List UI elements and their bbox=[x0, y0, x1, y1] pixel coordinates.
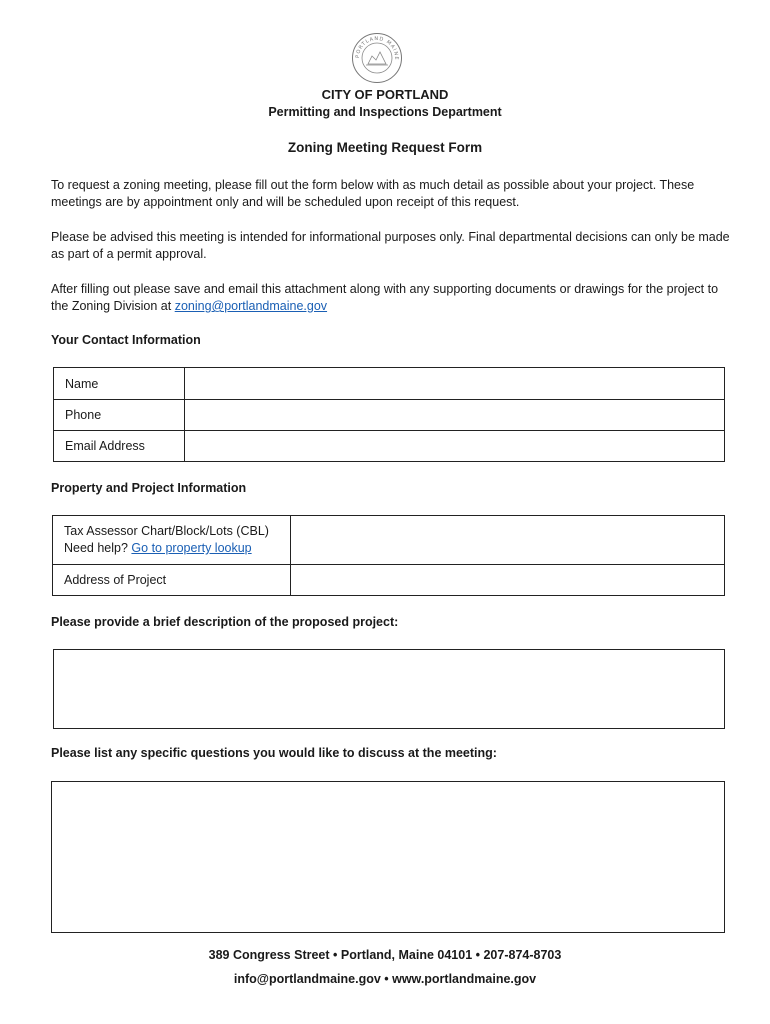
contact-section-heading: Your Contact Information bbox=[51, 333, 201, 347]
property-lookup-link[interactable]: Go to property lookup bbox=[131, 541, 252, 555]
questions-box bbox=[51, 781, 725, 933]
name-cell bbox=[185, 368, 725, 400]
property-table bbox=[52, 515, 725, 596]
address-input[interactable] bbox=[291, 573, 724, 587]
phone-label: Phone bbox=[54, 400, 185, 431]
cbl-input[interactable] bbox=[291, 533, 724, 547]
city-heading: CITY OF PORTLAND bbox=[321, 87, 449, 102]
svg-text:PORTLAND MAINE: PORTLAND MAINE bbox=[354, 35, 400, 61]
contact-table bbox=[53, 367, 725, 462]
name-label: Name bbox=[54, 368, 185, 400]
intro-paragraph-1: To request a zoning meeting, please fill out the form below with as much detail as possible about your project. These meetings are by appointment only and will be scheduled upon receipt of this request. bbox=[51, 178, 695, 209]
department-heading: Permitting and Inspections Department bbox=[268, 105, 502, 119]
property-help-line bbox=[64, 540, 290, 557]
cbl-label-cell bbox=[53, 516, 291, 565]
cbl-label: Tax Assessor Chart/Block/Lots (CBL) bbox=[64, 524, 269, 538]
phone-cell bbox=[185, 400, 725, 431]
phone-input[interactable] bbox=[185, 408, 724, 422]
address-cell bbox=[291, 565, 725, 596]
intro-paragraph-3 bbox=[51, 281, 731, 315]
intro-paragraph-2: Please be advised this meeting is intended for informational purposes only. Final departmental decisions can only be made as part of a permit approval. bbox=[51, 230, 730, 261]
questions-heading: Please list any specific questions you would like to discuss at the meeting: bbox=[51, 746, 497, 760]
form-title: Zoning Meeting Request Form bbox=[287, 140, 483, 155]
footer-contact: info@portlandmaine.gov • www.portlandmaine.gov bbox=[233, 972, 537, 986]
description-textarea[interactable] bbox=[54, 650, 724, 728]
email-cell bbox=[185, 431, 725, 462]
cbl-cell bbox=[291, 516, 725, 565]
description-box bbox=[53, 649, 725, 729]
footer-address: 389 Congress Street • Portland, Maine 04101 • 207-874-8703 bbox=[208, 948, 562, 962]
questions-textarea[interactable] bbox=[52, 782, 724, 932]
description-heading: Please provide a brief description of the proposed project: bbox=[51, 615, 399, 629]
intro-paragraph-3-text: After filling out please save and email this attachment along with any supporting documents or drawings for the project to the Zoning Division at bbox=[51, 282, 719, 313]
email-input[interactable] bbox=[185, 439, 724, 453]
name-input[interactable] bbox=[185, 377, 724, 391]
email-label: Email Address bbox=[54, 431, 185, 462]
zoning-email-link[interactable]: zoning@portlandmaine.gov bbox=[174, 299, 328, 313]
property-help-text: Need help? bbox=[64, 541, 132, 555]
property-section-heading: Property and Project Information bbox=[51, 481, 247, 495]
city-seal-logo bbox=[351, 32, 403, 84]
address-label: Address of Project bbox=[53, 565, 291, 596]
